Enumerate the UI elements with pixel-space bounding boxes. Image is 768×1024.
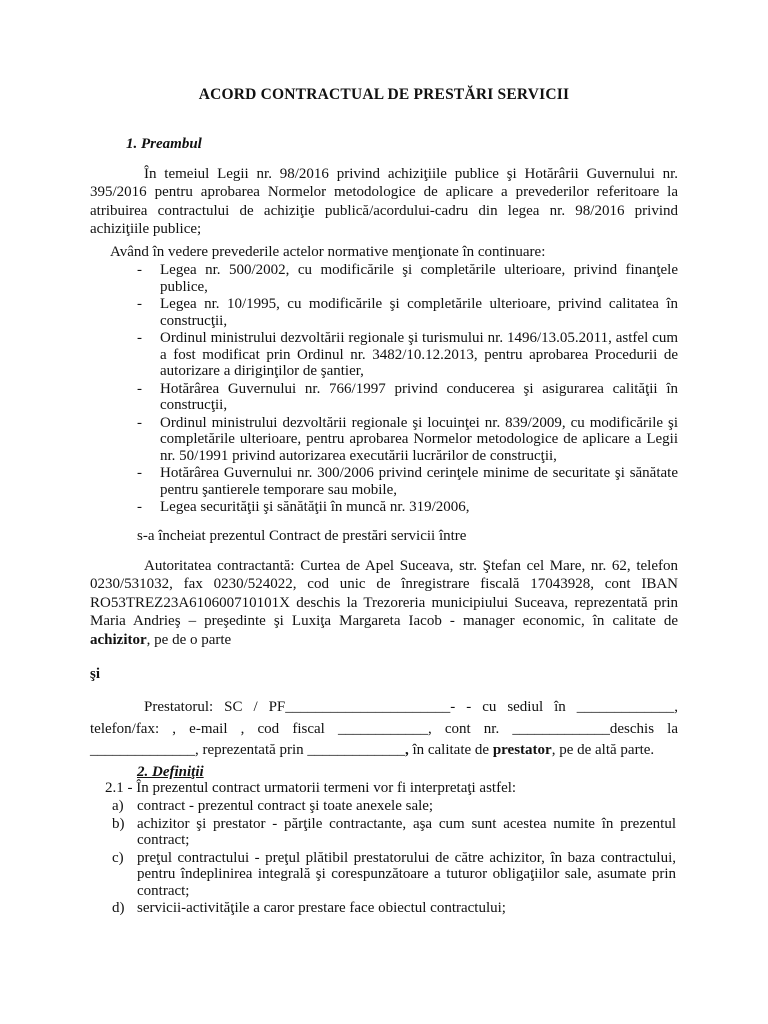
document-title: ACORD CONTRACTUAL DE PRESTĂRI SERVICII: [198, 86, 570, 103]
list-item: - Hotărârea Guvernului nr. 300/2006 privind cerinţele minime de securitate şi sănătate pentru şantierele temporare sau mobile,: [137, 465, 678, 498]
list-item: c) preţul contractului - preţul plătibil prestatorului de către achizitor, în baza contractului, pentru îndeplinirea integrală şi corespunzătoare a tuturor obligaţiilor sale, asumate prin contract;: [112, 849, 676, 899]
laws-list: [0, 262, 768, 517]
laws-intro: Având în vedere prevederile actelor normative menţionate în continuare:: [110, 244, 546, 260]
list-item: - Legea nr. 500/2002, cu modificările şi completările ulterioare, privind finanţele publice,: [137, 262, 678, 295]
section-heading-definitions: 2. Definiţii: [137, 764, 204, 780]
list-item: - Legea securităţii şi sănătăţii în muncă nr. 319/2006,: [137, 499, 470, 515]
contract-concluded-line: s-a încheiat prezentul Contract de prestări servicii între: [137, 528, 467, 544]
list-item: - Hotărârea Guvernului nr. 766/1997 privind conducerea şi asigurarea calităţii în construcţii,: [137, 380, 678, 413]
section-heading-preamble: 1. Preambul: [126, 136, 202, 152]
preamble-paragraph: În temeiul Legii nr. 98/2016 privind achiziţiile publice şi Hotărârii Guvernului nr. 395/2016 pentru aprobarea Normelor metodologice de aplicare a prevederilor referitoare la atribuirea contractului de achiziţie publică/acordului-cadru din legea nr. 98/2016 privind achiziţiile publice;: [90, 166, 678, 238]
list-item: - Ordinul ministrului dezvoltării regionale şi locuinţei nr. 839/2009, cu modificările şi completările ulterioare, pentru aprobarea Normelor metodologice de aplicare a Legii nr. 50/1991 privind autorizarea executării lucrărilor de construcţii,: [137, 414, 678, 464]
list-item: d) servicii-activităţile a caror prestare face obiectul contractului;: [112, 900, 506, 916]
provider-role: prestator: [492, 742, 552, 758]
definitions-intro: 2.1 - În prezentul contract urmatorii termeni vor fi interpretaţi astfel:: [105, 780, 517, 796]
authority-role: achizitor: [90, 631, 147, 648]
list-item: - Legea nr. 10/1995, cu modificările şi completările ulterioare, privind calitatea în construcţii,: [137, 296, 678, 329]
provider-paragraph: Prestatorul: SC / PF______________________- - cu sediul în _____________, telefon/fax: , e-mail , cod fiscal ____________, cont nr. _____________deschis la ______________, reprezentată prin _____________, în calitate de prestator, pe de altă parte.: [90, 699, 678, 758]
and-separator: şi: [90, 666, 101, 682]
list-item: a) contract - prezentul contract şi toate anexele sale;: [112, 798, 434, 814]
list-item: - Ordinul ministrului dezvoltării regionale şi turismului nr. 1496/13.05.2011, astfel cum a fost modificat prin Ordinul nr. 3482/10.12.2013, pentru aprobarea Procedurii de autorizare a diriginţilor de şantier,: [137, 330, 678, 379]
definitions-list: [0, 798, 768, 918]
authority-paragraph: Autoritatea contractantă: Curtea de Apel Suceava, str. Ştefan cel Mare, nr. 62, telefon 0230/531032, fax 0230/524022, cod unic de înregistrare fiscală 17043928, cont IBAN RO53TREZ23A61060071010​1X deschis la Trezoreria municipiului Suceava, reprezentată prin Maria Andrieş – preşedinte şi Luxiţa Margareta Iacob - manager economic, în calitate de achizitor, pe de o parte: [90, 558, 678, 648]
list-item: b) achizitor şi prestator - părţile contractante, aşa cum sunt acestea numite în prezentul contract;: [112, 815, 676, 848]
